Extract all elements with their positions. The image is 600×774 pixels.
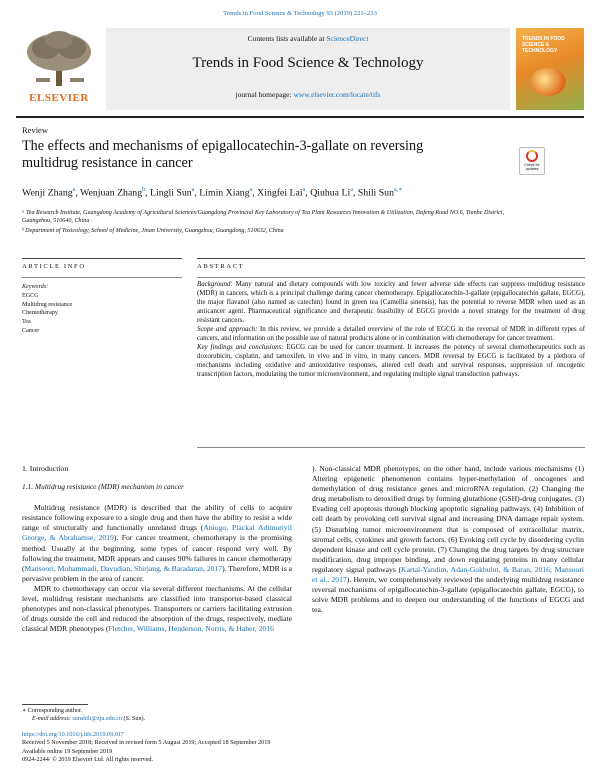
affiliation-a: ᵃ Tea Research Institute, Guangdong Academy of Agricultural Sciences/Guangdong Provincial Key Laboratory of Tea Plant Resources Innovation & Utilization, Dafeng Road NO.6, Tianhe District, Guangzhou, 510640, China	[22, 210, 505, 224]
paragraph-2-continued	[312, 464, 584, 615]
email-line	[22, 715, 322, 723]
info-divider-top	[22, 258, 182, 259]
subsection-heading: 1.1. Multidrug resistance (MDR) mechanism in cancer	[22, 482, 184, 492]
email-label: E-mail address:	[32, 716, 73, 723]
abstract-findings	[197, 344, 585, 380]
email-suffix: (S. Sun).	[122, 716, 146, 723]
author-separator: ,	[194, 187, 200, 199]
header-divider	[16, 116, 584, 118]
cover-title: TRENDS IN FOOD SCIENCE & TECHNOLOGY	[522, 36, 565, 54]
section-heading: 1. Introduction	[22, 464, 69, 473]
author-affiliation-mark[interactable]: a	[191, 187, 195, 193]
abstract-divider-top	[197, 258, 585, 259]
affiliation-b: ᵇ Department of Toxicology, School of Medicine, Jinan University, Guangzhou, Guangdong, 510632, China	[22, 228, 284, 234]
background-text: Many natural and dietary compounds with low toxicity and fewer adverse side effects can suppress multidrug resistance (MDR) in cancers, which is a principal challenge during cancer chemotherapy. Epigallocatechin-3-gallate (epigallocatechin gallate, EGCG), the major flavanol (also named as catechin) found in green tea (Camellia sinensis), has the potential to reverse MDR when used as an anticancer agent. Pharmaceutical significance and therapeutic feasibility of EGCG provide a novel strategy for the treatment of drug resistant cancers.	[197, 281, 585, 324]
author-name[interactable]: Qiuhua Li	[310, 187, 351, 199]
elsevier-wordmark: ELSEVIER	[29, 92, 89, 104]
email-link[interactable]: sunshili@zju.edu.cn	[72, 716, 123, 723]
background-label: Background:	[197, 281, 233, 288]
citation-link[interactable]: Kartal-Yandim, Adan-Gokbulut, & Baran, 2016; Mansoori et al., 2017	[312, 564, 584, 585]
keyword: Tea	[22, 319, 31, 326]
keywords-label: Keywords:	[22, 284, 49, 290]
author-name[interactable]: Shili Sun	[357, 187, 394, 199]
keyword: Cancer	[22, 327, 40, 334]
contents-line	[106, 34, 510, 43]
author-list	[22, 186, 582, 198]
check-updates-label: Check for updates	[524, 163, 540, 172]
article-metadata	[22, 731, 422, 764]
sciencedirect-link[interactable]: ScienceDirect	[326, 34, 369, 43]
paragraph-2	[22, 584, 292, 634]
scope-text: In this review, we provide a detailed overview of the role of EGCG in the reversal of MDR in different types of cancers, and information on the possible use of natural products alone or in combination with chemotherapy for cancer treatment.	[197, 325, 585, 342]
author-affiliation-mark[interactable]: a	[249, 187, 253, 193]
elsevier-tree-icon	[22, 30, 96, 88]
cover-fruit-icon	[530, 68, 566, 96]
homepage-line	[106, 90, 510, 99]
text: ). Non-classical MDR phenotypes, on the other hand, include various mechanisms (1) Altering epigenetic phenomenon contains hyper-methylation of oncogenes and demethylation of drug resistance genes and microRNA regulation. (2) Changing the drug metabolism to detoxified drugs by forming glutathione (GSH)-drug conjugates. (3) Evading cell apoptosis through blocking apoptotic signaling pathways. (4) Inhibition of cell death by provoking cell survival signal and increasing DNA damage repair system. (5) Disturbing tumor microenvironment that is composed of extracellular matrix, stromal cells, cytokines and growth factors. (6) Evoking cell cycle by disordering cyclin dependent kinase and cell cycle protein. (7) Changing the drug targets by drug structure modification, drug improper binding, and down regulating proteins in many cellular regulatory signal pathways (	[312, 464, 584, 574]
copyright: 0924-2244/ © 2019 Elsevier Ltd. All rights reserved.	[22, 755, 154, 763]
journal-cover-image[interactable]	[516, 28, 584, 110]
text: MDR to chemotherapy can occur via several different mechanisms. At the cellular level, multidrug resistant mechanisms are classified into transporter-based classical phenotypes and non-classical phenotypes. Transporters or carriers facilitating extrusion of drugs outside the cell and reduced the absorption of the drugs, respectively, mediate classical MDR phenotypes (	[22, 583, 292, 634]
homepage-prefix: journal homepage:	[235, 90, 294, 99]
text: ). Therefore, MDR is a pervasive problem in the area of cancer.	[22, 563, 292, 583]
keyword: Chemotherapy	[22, 310, 58, 317]
abstract-divider-bottom	[197, 447, 585, 448]
available-online: Available online 19 September 2019	[22, 747, 113, 755]
findings-label: Key findings and conclusions:	[197, 343, 284, 351]
journal-header	[16, 28, 584, 110]
author-name[interactable]: Wenjuan Zhang	[80, 187, 143, 199]
author-separator: ,	[305, 187, 311, 199]
findings-text: EGCG can be used for cancer treatment. It increases the potency of several chemotherapeutics such as doxorubicin, cisplatin, and tamoxifen, in vivo and in vitro, in many cancers. MDR reversal by EGCG is facilitated by a plethora of mechanisms including oxidative and antioxidative responses, altered cell death and survival responses, suppression of oncogenic transcription factors, modulating the tumor microenvironment, and regulating multiple signal transduction pathways.	[197, 343, 585, 378]
article-title: The effects and mechanisms of epigallocatechin-3-gallate on reversing multidrug resistance in cancer	[22, 138, 424, 171]
footnote-divider	[22, 704, 88, 705]
citation-link[interactable]: Aniogo, Plackal Adimuriyil George, & Abrahamse, 2019	[22, 523, 292, 543]
article-type: Review	[22, 125, 48, 135]
keywords-block	[22, 283, 182, 336]
abstract-scope	[197, 326, 585, 344]
keyword: EGCG	[22, 292, 39, 299]
journal-reference[interactable]: Trends in Food Science & Technology 93 (2019) 221–233	[223, 10, 377, 17]
author-separator: ,	[252, 187, 258, 199]
author-name[interactable]: Xingfei Lai	[257, 187, 303, 199]
abstract-background	[197, 281, 585, 326]
text: ). For cancer treatment, chemotherapy is the promising method. Usually at the beginning, some types of cancer respond very well. By following the treatment, MDR appears and causes 90% failures in cancer chemotherapy (	[22, 533, 293, 573]
text: Multidrug resistance (MDR) is described that the ability of cells to acquire resistance following exposure to a single drug and then have the ability to resist a wide range of structurally and functionally unrelated drugs (	[22, 503, 292, 533]
author-separator: ,	[352, 187, 358, 199]
paragraph-1	[22, 503, 292, 584]
text: ). Herein, we comprehensively reviewed the underlying multidrug resistance reversal mechanisms of epigallocatechin-3-gallate (epigallocatechin gallate, EGCG), to solve MDR problems and to deepen our understanding of the functions of EGCG and tea.	[312, 575, 585, 615]
article-info-heading: ARTICLE INFO	[22, 263, 86, 270]
author-separator: ,	[145, 187, 151, 199]
author-separator: ,	[75, 187, 81, 199]
citation-link[interactable]: Mansoori, Mohammadi, Davudian, Shirjang, & Baradaran, 2017	[24, 563, 223, 573]
footnotes	[22, 707, 322, 724]
keyword: Multidrug resistance	[22, 301, 73, 308]
homepage-link[interactable]: www.elsevier.com/locate/tifs	[293, 90, 381, 99]
journal-title: Trends in Food Science & Technology	[192, 55, 424, 71]
author-affiliation-mark[interactable]: b	[142, 187, 146, 193]
elsevier-logo[interactable]	[16, 28, 102, 110]
received-dates: Received 5 November 2018; Received in revised form 5 August 2019; Accepted 18 September 2019	[22, 739, 271, 747]
corresponding-author-note: ∗ Corresponding author.	[22, 708, 83, 714]
citation-link[interactable]: Fletcher, Williams, Henderson, Norris, & Haber, 2016	[108, 624, 274, 634]
abstract-divider-mid	[197, 277, 585, 278]
contents-prefix: Contents lists available at	[247, 34, 327, 43]
abstract-heading: ABSTRACT	[197, 263, 245, 270]
check-for-updates-button[interactable]	[519, 147, 545, 175]
author-name[interactable]: Limin Xiang	[199, 187, 250, 199]
author-affiliation-mark[interactable]: a	[302, 187, 306, 193]
body-column-right	[312, 464, 584, 615]
doi-link[interactable]: https://doi.org/10.1016/j.tifs.2019.09.017	[22, 731, 124, 738]
check-updates-icon	[526, 150, 538, 162]
author-affiliation-mark[interactable]: a,∗	[393, 187, 403, 193]
author-affiliation-mark[interactable]: a	[350, 187, 353, 193]
info-divider-mid	[22, 277, 182, 278]
header-center-panel	[106, 28, 510, 110]
body-column-left	[22, 464, 292, 634]
author-name[interactable]: Wenji Zhang	[22, 187, 73, 199]
scope-label: Scope and approach:	[197, 325, 258, 333]
author-name[interactable]: Lingli Sun	[150, 187, 192, 199]
author-affiliation-mark[interactable]: a	[72, 187, 76, 193]
abstract-body	[197, 281, 585, 380]
